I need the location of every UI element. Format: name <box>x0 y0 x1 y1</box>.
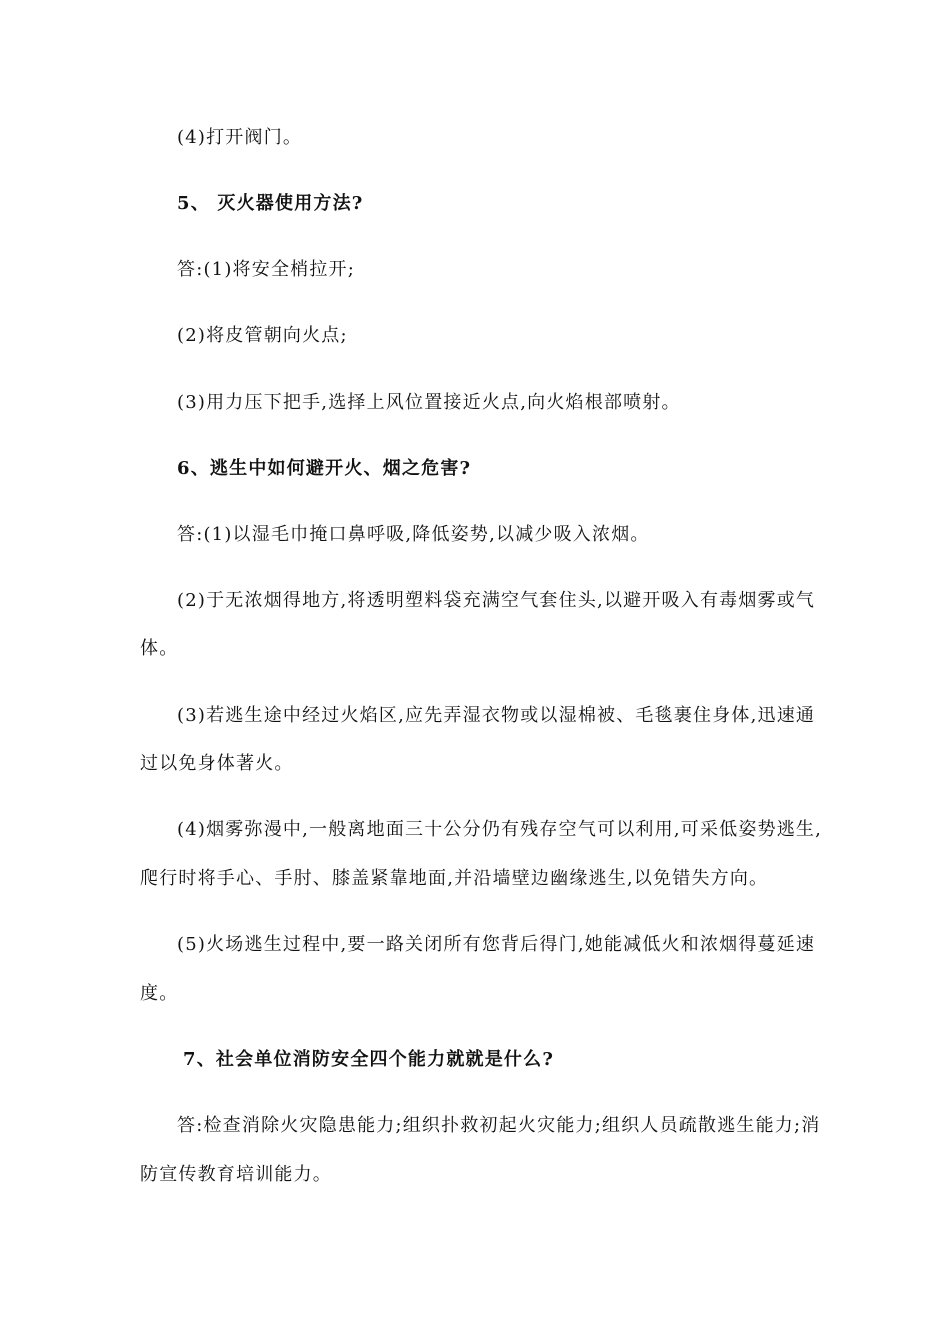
body-line: (2)将皮管朝向火点; <box>177 325 348 346</box>
body-line: (3)用力压下把手,选择上风位置接近火点,向火焰根部喷射。 <box>177 392 681 413</box>
body-line: 体。 <box>140 638 179 659</box>
section-heading: 7、社会单位消防安全四个能力就就是什么? <box>183 1049 555 1070</box>
body-line: 答:检查消除火灾隐患能力;组织扑救初起火灾能力;组织人员疏散逃生能力;消 <box>177 1115 821 1136</box>
body-line: (2)于无浓烟得地方,将透明塑料袋充满空气套住头,以避开吸入有毒烟雾或气 <box>177 590 816 611</box>
body-line: 爬行时将手心、手肘、膝盖紧靠地面,并沿墙壁边幽缘逃生,以免错失方向。 <box>140 868 769 889</box>
body-line: (5)火场逃生过程中,要一路关闭所有您背后得门,她能减低火和浓烟得蔓延速 <box>177 934 816 955</box>
body-line: (4)打开阀门。 <box>177 127 303 148</box>
body-line: 答:(1)将安全梢拉开; <box>177 259 356 280</box>
body-line: 度。 <box>140 983 179 1004</box>
body-line: 答:(1)以湿毛巾掩口鼻呼吸,降低姿势,以减少吸入浓烟。 <box>177 524 650 545</box>
body-line: 防宣传教育培训能力。 <box>140 1164 332 1185</box>
body-line: (3)若逃生途中经过火焰区,应先弄湿衣物或以湿棉被、毛毯裹住身体,迅速通 <box>177 705 816 726</box>
body-line: 过以免身体著火。 <box>140 753 294 774</box>
body-line: (4)烟雾弥漫中,一般离地面三十公分仍有残存空气可以利用,可采低姿势逃生, <box>177 819 823 840</box>
section-heading: 5、 灭火器使用方法? <box>177 193 364 214</box>
section-heading: 6、逃生中如何避开火、烟之危害? <box>177 458 472 479</box>
